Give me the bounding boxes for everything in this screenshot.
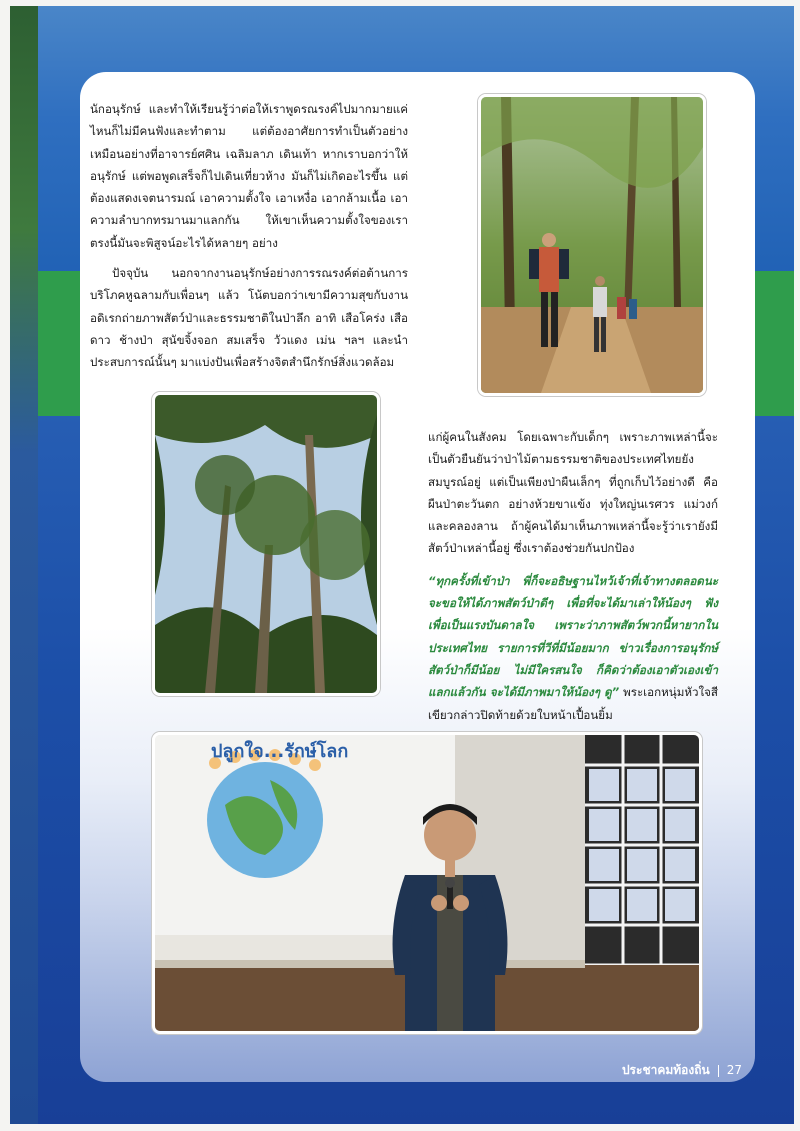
page-spine xyxy=(10,6,38,1124)
page-number: 27 xyxy=(726,1063,742,1077)
article-text-top xyxy=(90,98,408,382)
forest-canopy-photo xyxy=(152,392,380,696)
paragraph-3: แก่ผู้คนในสังคม โดยเฉพาะกับเด็กๆ เพราะภาพเหล่านี้จะเป็นตัวยืนยันว่าป่าไม้ตามธรรมชาติของประเทศไทยยังสมบูรณ์อยู่ แต่เป็นเพียงป่าผืนเล็กๆ ที่ถูกเก็บไว้อย่างดี คือ ผืนป่าตะวันตก อย่างห้วยขาแข้ง ทุ่งใหญ่นเรศวร แม่วงก์ และคลองลาน ถ้าผู้คนได้มาเห็นภาพเหล่านี้จะรู้ว่าเรายังมีสัตว์ป่าเหล่านี้อยู่ ซึ่งเราต้องช่วยกันปกป้อง xyxy=(428,430,718,556)
speaker-photo xyxy=(152,732,702,1034)
interview-quote: “ทุกครั้งที่เข้าป่า พี่ก็จะอธิษฐานไหว้เจ้าที่เจ้าทางตลอดนะ จะขอให้ได้ภาพสัตว์ป่าดีๆ เพื่อที่จะได้มาเล่าให้น้องๆ ฟัง เพื่อเป็นแรงบันดาลใจ เพราะว่าภาพสัตว์พวกนี้หายากในประเทศไทย รายการที่วีที่มีน้อยมาก ข่าวเรื่องการอนุรักษ์สัตว์ป่าก็มีน้อย ไม่มีใครสนใจ ก็คิดว่าต้องเอาตัวเองเข้าแลกแล้วกัน จะได้มีภาพมาให้น้องๆ ดู” xyxy=(428,573,718,700)
article-text-right xyxy=(428,426,718,734)
hiking-photo xyxy=(478,94,706,396)
closing-quote-paragraph xyxy=(428,570,718,726)
quote-attribution: พระเอกหนุ่มหัวใจสีเขียวกล่าวปิดท้ายด้วยใบหน้าเปื้อนยิ้ม xyxy=(428,685,719,722)
content-panel xyxy=(80,72,755,1082)
magazine-page xyxy=(10,6,794,1124)
paragraph-2: ปัจจุบัน นอกจากงานอนุรักษ์อย่างการรณรงค์ต่อต้านการบริโภคหูฉลามกับเพื่อนๆ แล้ว โน้ตบอกว่าเขามีความสุขกับงานอดิเรกถ่ายภาพสัตว์ป่าและธรรมชาติในป่าลึก อาทิ เสือโคร่ง เสือดาว ช้างป่า สุนัขจิ้งจอก สมเสร็จ วัวแดง เม่น ฯลฯ และนำประสบการณ์นั้นๆ มาแบ่งปันเพื่อสร้างจิตสำนึกรักษ์สิ่งแวดล้อม xyxy=(90,266,408,370)
slide-caption: ปลูกใจ...รักษ์โลก xyxy=(211,741,349,762)
footer-separator xyxy=(718,1065,719,1077)
page-footer xyxy=(622,1061,742,1080)
magazine-name: ประชาคมท้องถิ่น xyxy=(621,1063,710,1077)
paragraph-1: นักอนุรักษ์ และทำให้เรียนรู้ว่าต่อให้เราพูดรณรงค์ไปมากมายแค่ไหนก็ไม่มีคนฟังและทำตาม แต่ต้องอาศัยการทำเป็นตัวอย่างเหมือนอย่างที่อาจารย์ศศิน เฉลิมลาภ เดินเท้า หากเราบอกว่าให้อนุรักษ์ แต่พอพูดเสร็จก็ไปเดินเที่ยวห้าง มันก็ไม่เกิดอะไรขึ้น แต่ต้องแสดงเจตนารมณ์ เอาความตั้งใจ เอาเหงื่อ เอากล้ามเนื้อ เอาความลำบากทรมานมาแลกกัน ให้เขาเห็นความตั้งใจของเรา ตรงนี้มันจะพิสูจน์อะไรได้หลายๆ อย่าง xyxy=(90,102,408,250)
